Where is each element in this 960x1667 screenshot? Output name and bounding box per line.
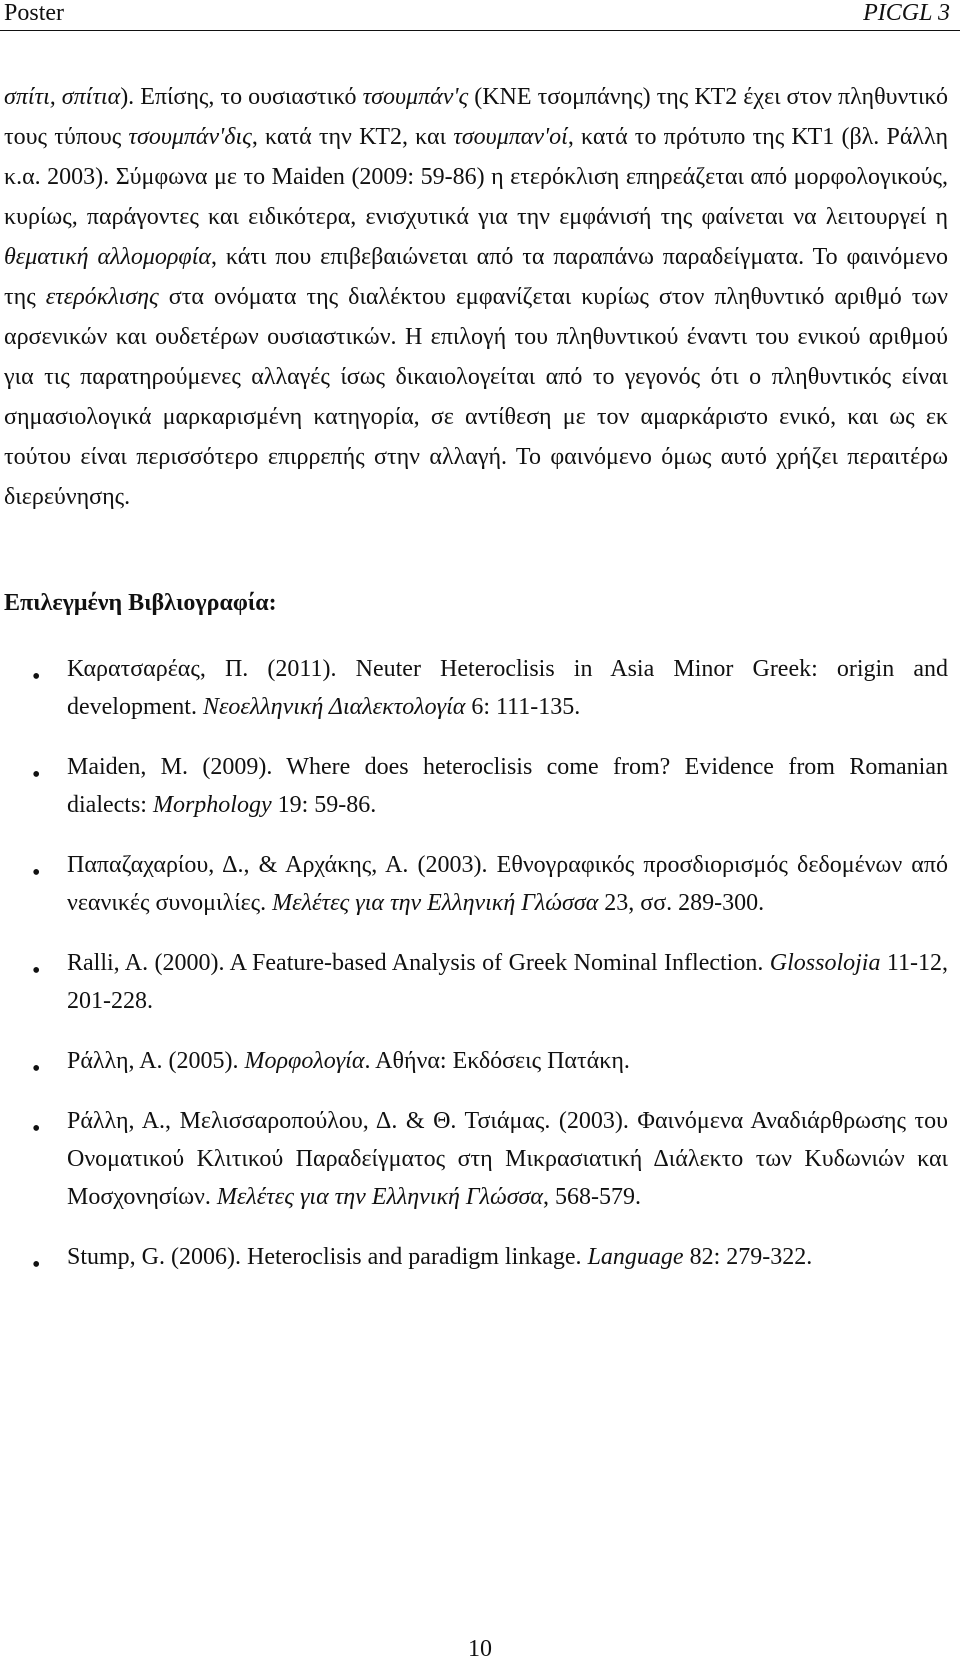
bullet-icon: • (32, 860, 41, 886)
text-run: Maiden, M. (2009). Where does heteroclisis come from? Evidence from Romanian dialects: (67, 754, 948, 818)
bullet-icon: • (32, 958, 41, 984)
text-run: 19: 59-86. (271, 792, 377, 818)
text-run: , κατά το πρότυπο της ΚΤ1 (βλ. Ράλλη κ.α. 2003). Σύμφωνα με το Maiden (2009: 59-86) η ετερόκλιση επηρεάζεται από μορφολογικούς, κυρίως, παράγοντες και ειδικότερα, ενισχυτικά για την εμφάνισή της φαίνεται να λειτουργεί η (4, 124, 949, 230)
body-paragraph (4, 77, 948, 517)
text-run: 82: 279-322. (683, 1244, 813, 1270)
text-run: , κάτι που επιβεβαιώνεται από τα παραπάνω παραδείγματα. Το φαινόμενο της (4, 244, 948, 310)
section-title: Επιλεγμένη Βιβλιογραφία: (4, 590, 277, 616)
text-run: 23, σσ. 289-300. (598, 890, 765, 916)
italic-text-run: Μελέτες για την Ελληνική Γλώσσα (216, 1184, 543, 1210)
text-run: , κατά την ΚΤ2, και (251, 124, 454, 150)
header-left-label: Poster (4, 0, 64, 26)
bullet-icon: • (32, 1116, 41, 1142)
italic-text-run: Νεοελληνική Διαλεκτολογία (202, 694, 466, 720)
text-run: Παπαζαχαρίου, Δ., & Αρχάκης, Α. (2003). Εθνογραφικός προσδιορισμός δεδομένων από νεανικές συνομιλίες. (67, 852, 948, 916)
italic-text-run: τσουμπαν'οί (453, 124, 568, 150)
bibliography-entry (4, 1238, 948, 1276)
text-run: . Αθήνα: Εκδόσεις Πατάκη. (364, 1048, 630, 1074)
text-run: , 568-579. (542, 1184, 641, 1210)
bullet-icon: • (32, 664, 41, 690)
text-run: Ralli, A. (2000). A Feature-based Analysis of Greek Nominal Inflection. (67, 950, 770, 976)
italic-text-run: Language (587, 1244, 684, 1270)
text-run: Stump, G. (2006). Heteroclisis and paradigm linkage. (67, 1244, 588, 1270)
page-number: 10 (468, 1636, 492, 1662)
bibliography-entry (4, 846, 948, 922)
bibliography-entry (4, 748, 948, 824)
italic-text-run: τσουμπάν'δις (128, 124, 252, 150)
running-header (0, 0, 960, 31)
text-run: Καρατσαρέας, Π. (2011). Neuter Heteroclisis in Asia Minor Greek: origin and development. (67, 656, 948, 720)
italic-text-run: τσουμπάν'ς (362, 84, 469, 110)
text-run: Ράλλη, Α., Μελισσαροπούλου, Δ. & Θ. Τσιάμας. (2003). Φαινόμενα Αναδιάρθρωσης του Ονοματικού Κλιτικού Παραδείγματος στη Μικρασιατική Διάλεκτο των Κυδωνιών και Μοσχονησίων. (67, 1108, 948, 1210)
italic-text-run: Glossolojia (769, 950, 881, 976)
bibliography-list (4, 650, 948, 1298)
bibliography-entry (4, 944, 948, 1020)
header-right-label: PICGL 3 (863, 0, 950, 26)
italic-text-run: θεματική αλλομορφία (4, 244, 211, 270)
bullet-icon: • (32, 762, 41, 788)
italic-text-run: Μορφολογία (244, 1048, 365, 1074)
text-run: στα ονόματα της διαλέκτου εμφανίζεται κυρίως στον πληθυντικό αριθμό των αρσενικών και ουδετέρων ουσιαστικών. Η επιλογή του πληθυντικού έναντι του ενικού αριθμού για τις παρατηρούμενες αλλαγές ίσως δικαιολογείται από το γεγονός ότι ο πληθυντικός είναι σημασιολογικά μαρκαρισμένη κατηγορία, σε αντίθεση με τον αμαρκάριστο ενικό, και ως εκ τούτου είναι περισσότερο επιρρεπής στην αλλαγή. Το φαινόμενο όμως αυτό χρήζει περαιτέρω διερεύνησης. (4, 284, 948, 510)
bibliography-entry (4, 1102, 948, 1216)
bullet-icon: • (32, 1252, 41, 1278)
text-run: 6: 111-135. (465, 694, 581, 720)
italic-text-run: Morphology (152, 792, 272, 818)
text-run: (ΚΝΕ τσομπάνης) της ΚΤ2 έχει στον πληθυντικό τους τύπους (4, 84, 949, 150)
italic-text-run: σπίτι, σπίτια (4, 84, 121, 110)
italic-text-run: Μελέτες για την Ελληνική Γλώσσα (272, 890, 599, 916)
bibliography-entry (4, 650, 948, 726)
text-run: Ράλλη, Α. (2005). (67, 1048, 245, 1074)
italic-text-run: ετερόκλισης (45, 284, 159, 310)
bibliography-entry (4, 1042, 948, 1080)
text-run: ). Επίσης, το ουσιαστικό (120, 84, 363, 110)
bullet-icon: • (32, 1056, 41, 1082)
text-run: 11-12, 201-228. (67, 950, 948, 1014)
paragraph-text (4, 77, 948, 517)
